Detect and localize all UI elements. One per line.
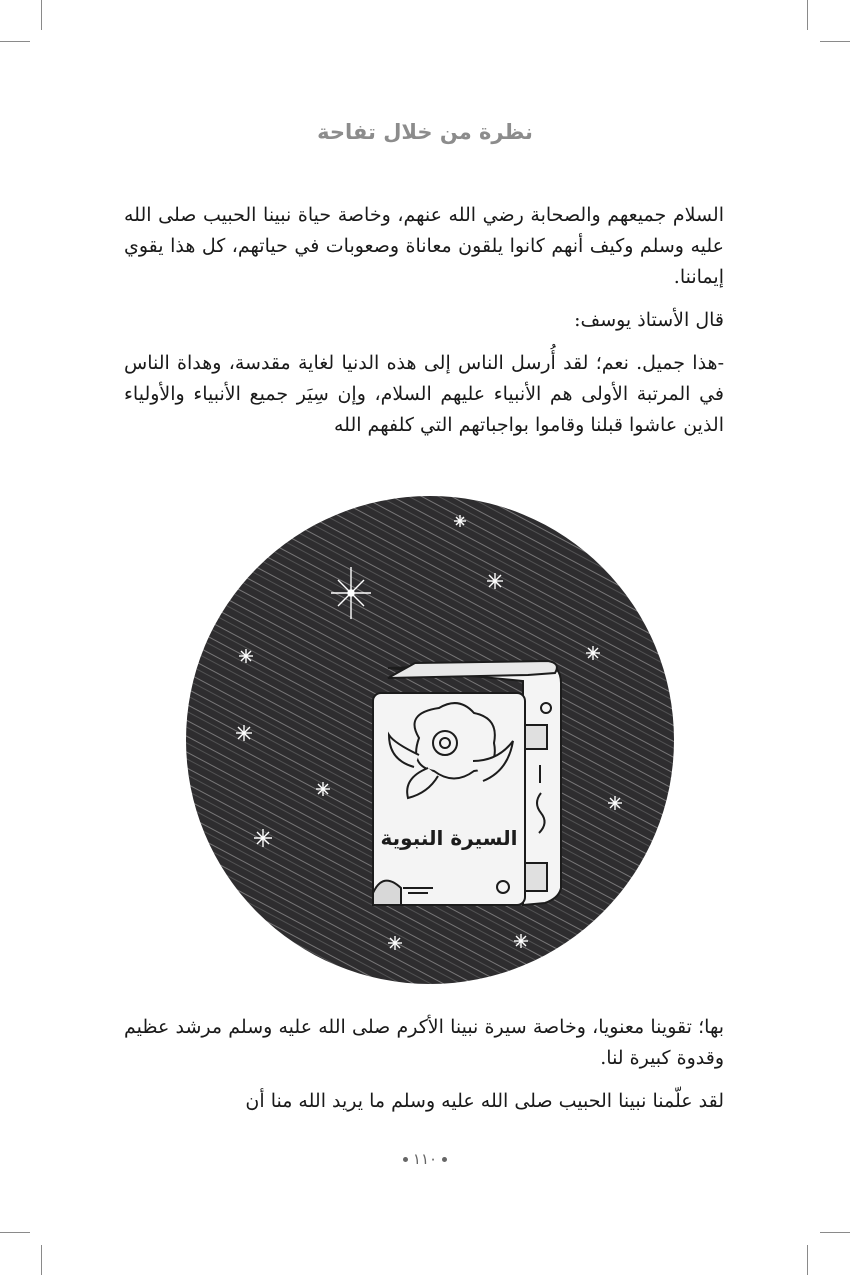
book-icon [373,661,561,905]
page-number-value: ١١٠ [412,1150,438,1168]
paragraph: السلام جميعهم والصحابة رضي الله عنهم، وخاصة حياة نبينا الحبيب صلى الله عليه وسلم وكيف أنهم كانوا يلقون معاناة وصعوبات في حياتهم، كل هذا يقوي إيماننا. [124,204,724,288]
book-title: السيرة النبوية [380,826,518,850]
crop-mark [0,1232,30,1233]
bullet-icon [403,1157,408,1162]
page-number [0,1150,850,1168]
crop-mark [0,41,30,42]
crop-mark [820,41,850,42]
crop-mark [807,1245,808,1275]
running-title: نظرة من خلال تفاحة [317,120,533,144]
paragraph: لقد علّمنا نبينا الحبيب صلى الله عليه وسلم ما يريد الله منا أن [245,1090,724,1112]
body-text-bottom [124,1012,724,1129]
crop-mark [41,1245,42,1275]
paragraph: -هذا جميل. نعم؛ لقد أُرسل الناس إلى هذه الدنيا لغاية مقدسة، وهداة الناس في المرتبة الأولى هم الأنبياء عليهم السلام، وإن سِيَر جميع الأنبياء والأولياء الذين عاشوا قبلنا وقاموا بواجباتهم التي كلفهم الله [124,352,724,436]
crop-mark [820,1232,850,1233]
crop-mark [807,0,808,30]
illustration-book-night-sky [183,493,677,987]
crop-mark [41,0,42,30]
paragraph: بها؛ تقوينا معنويا، وخاصة سيرة نبينا الأكرم صلى الله عليه وسلم مرشد عظيم وقدوة كبيرة لنا. [124,1016,724,1069]
body-text-top [124,200,724,453]
bullet-icon [442,1157,447,1162]
paragraph: قال الأستاذ يوسف: [574,309,724,331]
